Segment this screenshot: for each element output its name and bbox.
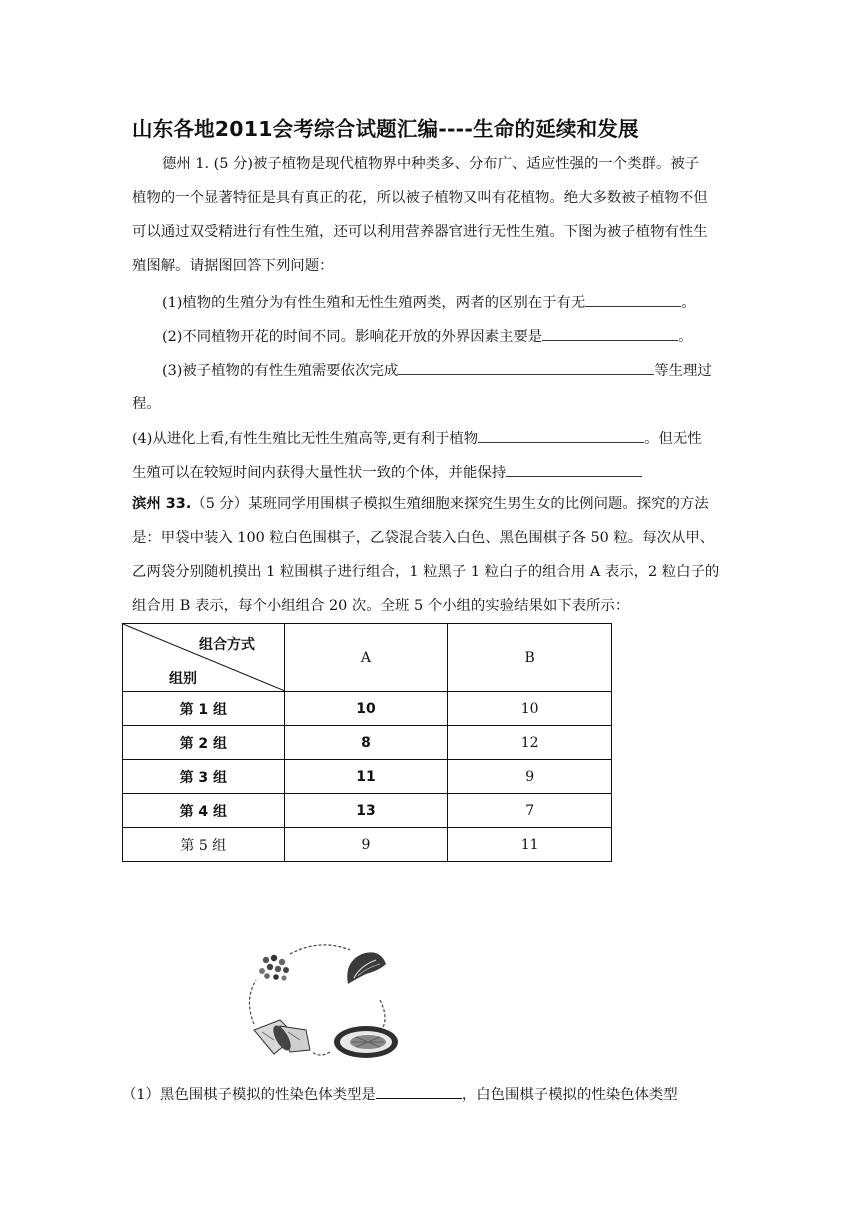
b-cell: 9 <box>448 760 612 794</box>
q2-line-2: 是：甲袋中装入 100 粒白色围棋子，乙袋混合装入白色、黑色围棋子各 50 粒。每次从甲、 <box>132 530 715 546</box>
table-header-row <box>123 624 612 692</box>
q2-sub-1 <box>122 1084 738 1105</box>
header-combination-label: 组合方式 <box>199 637 255 653</box>
q1-sub-1-text: (1)植物的生殖分为有性生殖和无性生殖两类，两者的区别在于有无 <box>162 295 586 311</box>
silkworm-lifecycle-illustration <box>240 940 410 1068</box>
table-row <box>123 828 612 862</box>
eggs-icon <box>259 955 289 981</box>
q1-sub-4-text: (4)从进化上看,有性生殖比无性生殖高等,更有利于植物 <box>132 431 479 447</box>
q1-sub-4-cont <box>132 462 736 483</box>
page-title: 山东各地2011会考综合试题汇编----生命的延续和发展 <box>132 117 639 141</box>
header-col-a: A <box>284 624 448 692</box>
table-row <box>123 726 612 760</box>
q1-sub-1 <box>162 292 736 313</box>
diagonal-header-cell <box>123 624 285 692</box>
q1-sub-3 <box>162 360 736 381</box>
q2-sub-1-end: ，白色围棋子模拟的性染色体类型 <box>461 1087 678 1103</box>
table-row <box>123 794 612 828</box>
table-row <box>123 692 612 726</box>
answer-blank[interactable] <box>478 428 644 443</box>
q1-sub-2-text: (2)不同植物开花的时间不同。影响花开放的外界因素主要是 <box>162 329 543 345</box>
header-group-label: 组别 <box>169 671 197 687</box>
q1-sub-3-end: 等生理过 <box>654 363 712 379</box>
q2-line-1-text: （5 分）某班同学用围棋子模拟生殖细胞来探究生男生女的比例问题。探究的方法 <box>191 496 709 512</box>
group-cell: 第 2 组 <box>123 726 285 760</box>
group-cell: 第 1 组 <box>123 692 285 726</box>
q2-line-4: 组合用 B 表示，每个小组组合 20 次。全班 5 个小组的实验结果如下表所示： <box>132 598 630 614</box>
larva-icon <box>347 952 386 984</box>
q2-source: 滨州 33. <box>132 496 192 512</box>
q2-sub-1-text: （1）黑色围棋子模拟的性染色体类型是 <box>122 1087 376 1103</box>
b-cell: 10 <box>448 692 612 726</box>
cocoon-icon <box>334 1026 398 1058</box>
a-cell: 13 <box>284 794 448 828</box>
q2-line-3: 乙两袋分别随机摸出 1 粒围棋子进行组合，1 粒黑子 1 粒白子的组合用 A 表示，2 粒白子的 <box>132 564 720 580</box>
table-row <box>123 760 612 794</box>
answer-blank[interactable] <box>585 292 681 307</box>
group-cell: 第 5 组 <box>123 828 285 862</box>
b-cell: 12 <box>448 726 612 760</box>
a-cell: 10 <box>284 692 448 726</box>
a-cell: 11 <box>284 760 448 794</box>
q1-sub-2-end: 。 <box>678 329 693 345</box>
b-cell: 11 <box>448 828 612 862</box>
moth-icon <box>254 1020 310 1054</box>
q1-line-3: 可以通过双受精进行有性生殖，还可以利用营养器官进行无性生殖。下图为被子植物有性生 <box>132 224 708 240</box>
q1-line-4: 殖图解。请据图回答下列问题： <box>132 258 334 274</box>
group-cell: 第 4 组 <box>123 794 285 828</box>
q1-sub-4 <box>132 428 736 449</box>
header-col-b: B <box>448 624 612 692</box>
q1-sub-3-cont: 程。 <box>132 396 161 412</box>
a-cell: 8 <box>284 726 448 760</box>
q1-sub-3-text: (3)被子植物的有性生殖需要依次完成 <box>162 363 399 379</box>
answer-blank[interactable] <box>506 462 642 477</box>
answer-blank[interactable] <box>376 1084 462 1099</box>
answer-blank[interactable] <box>398 360 654 375</box>
q1-sub-1-end: 。 <box>681 295 696 311</box>
a-cell: 9 <box>284 828 448 862</box>
b-cell: 7 <box>448 794 612 828</box>
q1-sub-2 <box>162 326 736 347</box>
group-cell: 第 3 组 <box>123 760 285 794</box>
q1-line-2: 植物的一个显著特征是具有真正的花，所以被子植物又叫有花植物。绝大多数被子植物不但 <box>132 190 708 206</box>
q1-sub-4-cont-text: 生殖可以在较短时间内获得大量性状一致的个体，并能保持 <box>132 465 507 481</box>
q1-sub-4-end: 。但无性 <box>644 431 702 447</box>
q2-line-1 <box>132 494 736 514</box>
answer-blank[interactable] <box>542 326 678 341</box>
results-table <box>122 623 612 862</box>
q1-line-1: 德州 1. (5 分)被子植物是现代植物界中种类多、分布广、适应性强的一个类群。被子 <box>162 156 700 172</box>
